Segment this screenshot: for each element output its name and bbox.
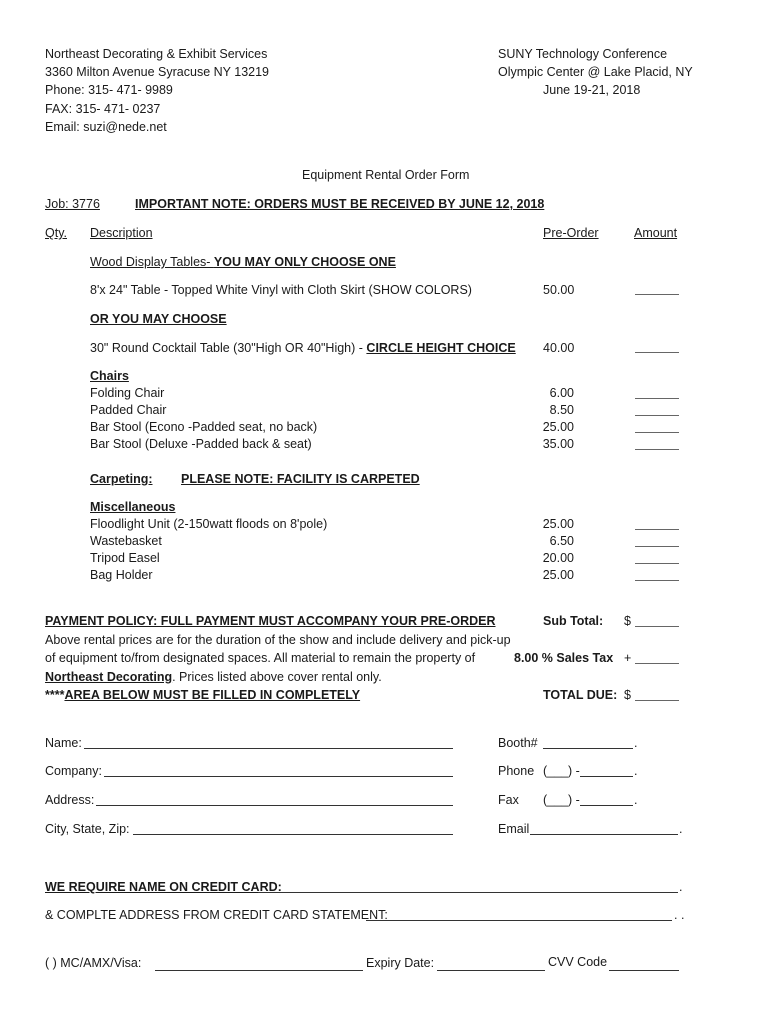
vendor-address: 3360 Milton Avenue Syracuse NY 13219 [45,65,269,79]
important-note: IMPORTANT NOTE: ORDERS MUST BE RECEIVED BY JUNE 12, 2018 [135,197,545,211]
vendor-name: Northeast Decorating & Exhibit Services [45,47,268,61]
col-amount: Amount [634,226,678,240]
total-due-field[interactable] [635,700,679,701]
col-qty: Qty. [45,226,67,240]
amount-field-wastebasket[interactable] [635,546,679,547]
job-number: Job: 3776 [45,197,100,211]
card-type-label: ( ) MC/AMX/Visa: [45,956,142,970]
payment-line-2: of equipment to/from designated spaces. All material to remain the property of [45,651,476,665]
cvv-label: CVV Code [548,955,608,969]
event-dates: June 19-21, 2018 [543,83,641,97]
payment-line-3 [45,669,382,685]
fax-label: Fax [498,793,519,807]
misc-floodlight-price: 25.00 [542,517,574,531]
chairs-heading: Chairs [90,369,129,383]
misc-bag-holder: Bag Holder [90,568,153,582]
cvv-field[interactable] [609,970,679,971]
company-label: Company: [45,764,102,778]
chair-padded-price: 8.50 [549,403,574,417]
total-due-label: TOTAL DUE: [543,688,618,702]
subtotal-field[interactable] [635,626,679,627]
card-number-field[interactable] [155,970,363,971]
misc-wastebasket: Wastebasket [90,534,162,548]
expiry-label: Expiry Date: [366,956,435,970]
amount-field-tripod-easel[interactable] [635,563,679,564]
credit-card-address-label: & COMPLTE ADDRESS FROM CREDIT CARD STATEMENT: [45,908,388,922]
total-due-dollar: $ [624,688,631,702]
misc-heading: Miscellaneous [90,500,176,514]
chair-padded: Padded Chair [90,403,167,417]
sales-tax-plus: + [624,651,632,665]
item-cocktail-table [90,340,516,356]
or-you-may-choose: OR YOU MAY CHOOSE [90,312,227,326]
misc-bag-holder-price: 25.00 [542,568,574,582]
name-label: Name: [45,736,82,750]
carpeting-note: PLEASE NOTE: FACILITY IS CARPETED [181,472,420,486]
circle-height-choice: CIRCLE HEIGHT CHOICE [366,341,516,355]
bar-stool-econo: Bar Stool (Econo -Padded seat, no back) [90,420,318,434]
bar-stool-deluxe-price: 35.00 [542,437,574,451]
booth-field[interactable] [543,748,633,749]
bar-stool-deluxe: Bar Stool (Deluxe -Padded back & seat) [90,437,312,451]
item-table-8x24-price: 50.00 [543,283,575,297]
item-table-8x24: 8'x 24" Table - Topped White Vinyl with Cloth Skirt (SHOW COLORS) [90,283,472,297]
amount-field-bar-stool-deluxe[interactable] [635,449,679,450]
amount-field-cocktail-table[interactable] [635,352,679,353]
event-venue: Olympic Center @ Lake Placid, NY [498,65,693,79]
carpeting-heading: Carpeting: [90,472,153,486]
credit-card-address-field[interactable] [366,920,672,921]
chair-folding: Folding Chair [90,386,165,400]
expiry-field[interactable] [437,970,545,971]
email-label: Email [498,822,530,836]
payment-line-1: Above rental prices are for the duration of the show and include delivery and pick-up [45,633,511,647]
city-state-zip-label: City, State, Zip: [45,822,130,836]
vendor-phone: Phone: 315- 471- 9989 [45,83,173,97]
asterisks: **** [45,688,65,702]
tables-heading [90,254,396,270]
booth-dot: . [634,736,638,750]
vendor-fax: FAX: 315- 471- 0237 [45,102,161,116]
tables-heading-emph: YOU MAY ONLY CHOOSE ONE [213,255,396,269]
col-description: Description [90,226,153,240]
city-state-zip-field[interactable] [133,834,453,835]
amount-field-table-8x24[interactable] [635,294,679,295]
sales-tax-field[interactable] [635,663,679,664]
booth-label: Booth# [498,736,538,750]
phone-label: Phone [498,764,535,778]
fax-dot: . [634,793,638,807]
credit-card-name-field[interactable] [258,892,678,893]
misc-tripod-easel: Tripod Easel [90,551,160,565]
col-preorder: Pre-Order [543,226,599,240]
amount-field-bag-holder[interactable] [635,580,679,581]
item-cocktail-table-price: 40.00 [543,341,575,355]
credit-card-name-dot: . [679,880,683,894]
amount-field-bar-stool-econo[interactable] [635,432,679,433]
email-field[interactable] [530,834,678,835]
phone-field[interactable] [580,776,633,777]
bar-stool-econo-price: 25.00 [542,420,574,434]
chair-folding-price: 6.00 [549,386,574,400]
subtotal-dollar: $ [624,614,631,628]
subtotal-label: Sub Total: [543,614,604,628]
name-field[interactable] [84,748,453,749]
payment-policy: PAYMENT POLICY: FULL PAYMENT MUST ACCOMPANY YOUR PRE-ORDER [45,614,496,628]
fax-mask: (___) - [543,793,580,807]
vendor-email: Email: suzi@nede.net [45,120,167,134]
misc-floodlight: Floodlight Unit (2-150watt floods on 8'pole) [90,517,328,531]
tables-heading-plain: Wood Display Tables- [90,255,214,269]
company-field[interactable] [104,776,453,777]
form-title: Equipment Rental Order Form [302,168,470,182]
phone-dot: . [634,764,638,778]
credit-card-address-dots: . . [674,908,685,922]
fill-completely-note: AREA BELOW MUST BE FILLED IN COMPLETELY [64,688,361,702]
payment-line-4 [45,687,360,703]
amount-field-floodlight[interactable] [635,529,679,530]
sales-tax-label: 8.00 % Sales Tax [514,651,614,665]
misc-tripod-easel-price: 20.00 [542,551,574,565]
phone-mask: (___) - [543,764,580,778]
address-field[interactable] [96,805,453,806]
credit-card-name-label: WE REQUIRE NAME ON CREDIT CARD: [45,880,282,894]
address-label: Address: [45,793,95,807]
payment-line-3-rest: . Prices listed above cover rental only. [172,670,382,684]
cocktail-table-label: 30" Round Cocktail Table (30"High OR 40"High) - [90,341,367,355]
misc-wastebasket-price: 6.50 [549,534,574,548]
event-name: SUNY Technology Conference [498,47,668,61]
amount-field-padded-chair[interactable] [635,415,679,416]
amount-field-folding-chair[interactable] [635,398,679,399]
email-dot: . [679,822,683,836]
fax-field[interactable] [580,805,633,806]
company-name-emph: Northeast Decorating [45,670,173,684]
